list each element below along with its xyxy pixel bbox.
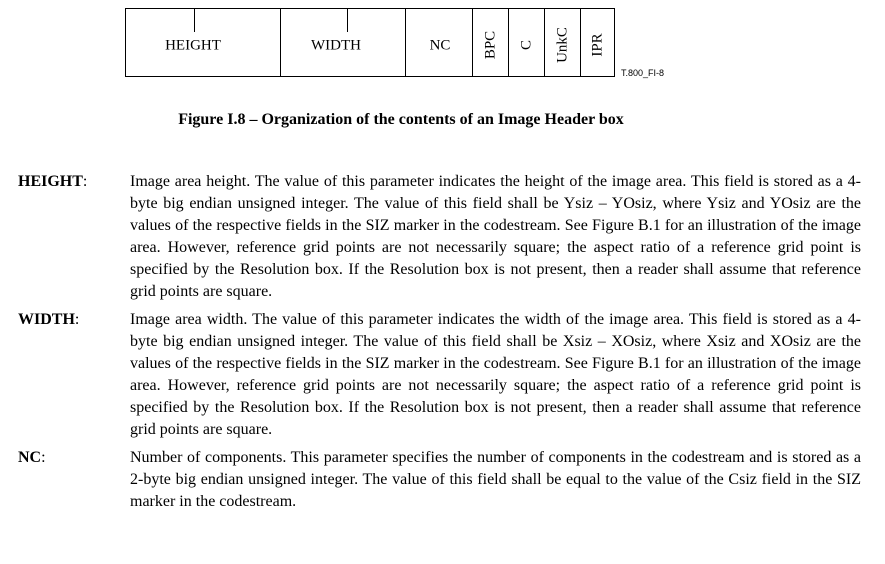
term-width-text: WIDTH [18,311,75,328]
definition-nc [18,447,861,513]
field-ipr-label: IPR [589,33,606,57]
description-width: Image area width. The value of this parameter indicates the width of the image area. This field is stored as a 4-byte big endian unsigned integer. The value of this field shall be Xsiz – XOsiz, where Xsiz and XOsiz are the values of the respective fields in the SIZ marker in the codestream. See Figure B.1 for an illustration of the image area. However, reference grid points are not necessarily square; the aspect ratio of a reference grid point is specified by the Resolution box. If the Resolution box is not present, then a reader shall assume that reference grid points are square. [130,311,861,438]
image-header-box-diagram [125,8,615,77]
definition-list [18,171,861,519]
field-nc-label: NC [429,37,451,54]
term-height [18,171,87,193]
field-c-label: C [518,39,535,51]
figure-id: T.800_FI-8 [621,68,665,78]
figure-caption: Figure I.8 – Organization of the contents of an Image Header box [178,111,624,128]
field-height-label: HEIGHT [165,37,221,54]
definition-height [18,171,861,303]
term-colon: : [82,173,88,190]
field-bpc-label: BPC [482,30,499,60]
term-width [18,309,79,331]
field-width-label: WIDTH [311,37,361,54]
term-nc [18,447,46,469]
term-colon: : [41,449,46,466]
term-nc-text: NC [18,449,42,466]
description-height: Image area height. The value of this parameter indicates the height of the image area. This field is stored as a 4-byte big endian unsigned integer. The value of this field shall be Ysiz – YOsiz, where Ysiz and YOsiz are the values of the respective fields in the SIZ marker in the codestream. See Figure B.1 for an illustration of the image area. However, reference grid points are not necessarily square; the aspect ratio of a reference grid point is specified by the Resolution box. If the Resolution box is not present, then a reader shall assume that reference grid points are square. [130,173,861,300]
term-height-text: HEIGHT [18,173,83,190]
definition-width [18,309,861,441]
term-colon: : [74,311,80,328]
field-unkc-label: UnkC [554,27,571,63]
description-nc: Number of components. This parameter specifies the number of components in the codestream and is stored as a 2-byte big endian unsigned integer. The value of this field shall be equal to the value of the Csiz field in the SIZ marker in the codestream. [130,449,861,510]
